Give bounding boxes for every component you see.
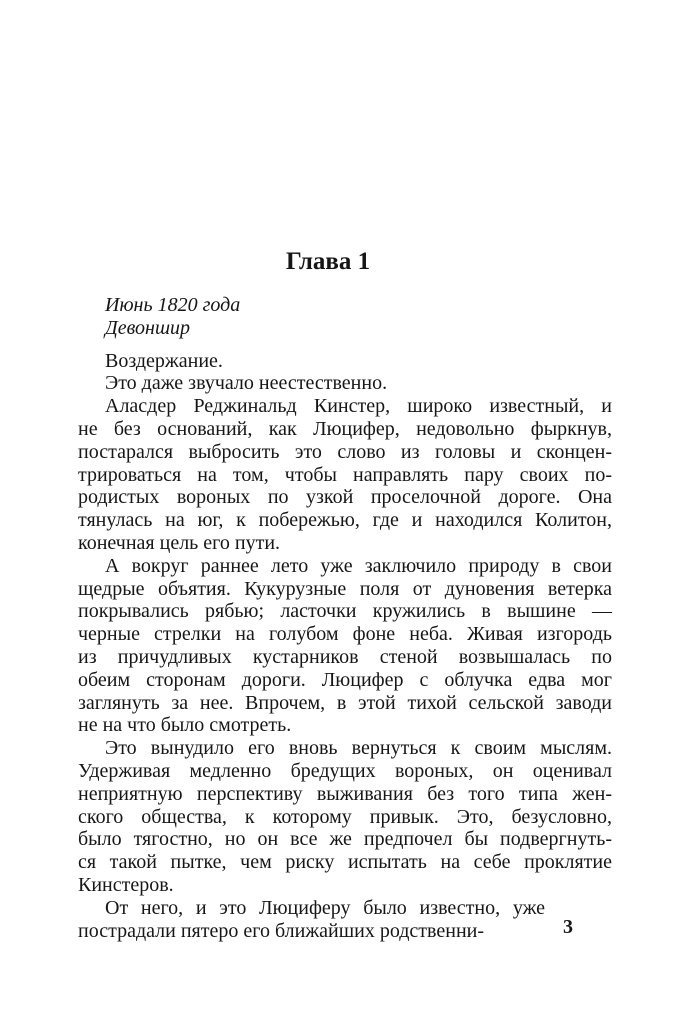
text-line: А вокруг раннее лето уже заключило природу в свои — [105, 554, 612, 577]
text-line: покрывались рябью; ласточки кружились в вышине — — [78, 600, 612, 623]
paragraph — [78, 737, 612, 897]
dateline-line: Июнь 1820 года — [105, 294, 241, 316]
text-line: пострадали пятеро его ближайших родственни- — [78, 919, 485, 942]
paragraph — [78, 897, 545, 943]
dateline-line: Девоншир — [105, 316, 191, 339]
body-text — [78, 350, 612, 943]
text-line: щедрые объятия. Кукурузные поля от дуновения ветерка — [78, 577, 612, 600]
chapter-title: Глава 1 — [285, 248, 371, 275]
text-line: не без оснований, как Люцифер, недовольно фыркнув, — [78, 417, 612, 440]
paragraph — [78, 350, 612, 373]
text-line: Воздержание. — [105, 349, 223, 372]
text-line: Аласдер Реджинальд Кинстер, широко известный, и — [105, 395, 612, 418]
text-line: из причудливых кустарников стеной возвышалась по — [78, 645, 612, 668]
text-line: не на что было смотреть. — [78, 714, 292, 737]
text-line: ского общества, к которому привык. Это, безусловно, — [78, 805, 612, 828]
text-line: Удерживая медленно бредущих вороных, он оценивал — [78, 759, 612, 782]
page-content — [78, 247, 612, 942]
text-line: конечная цель его пути. — [78, 531, 281, 554]
text-line: заглянуть за нее. Впрочем, в этой тихой сельской заводи — [78, 691, 612, 714]
text-line: трироваться на том, чтобы направлять пару своих по- — [78, 463, 612, 486]
paragraph — [78, 395, 612, 555]
paragraph — [78, 372, 612, 395]
page-number: 3 — [563, 916, 573, 938]
text-line: Кинстеров. — [78, 873, 174, 896]
text-line: черные стрелки на голубом фоне неба. Живая изгородь — [78, 623, 612, 646]
text-line: родистых вороных по узкой проселочной дороге. Она — [78, 486, 612, 509]
text-line: Это даже звучало неестественно. — [105, 372, 388, 395]
text-line: постарался выбросить это слово из головы и сконцен- — [78, 440, 612, 463]
text-line: Это вынудило его вновь вернуться к своим мыслям. — [105, 737, 612, 760]
text-line: неприятную перспективу выживания без того типа жен- — [78, 782, 612, 805]
text-line: тянулась на юг, к побережью, где и находился Колитон, — [78, 509, 612, 532]
text-line: От него, и это Люциферу было известно, уже — [105, 896, 545, 919]
paragraph — [78, 555, 612, 737]
dateline — [78, 294, 612, 340]
text-line: ся такой пытке, чем риску испытать на себе проклятие — [78, 851, 612, 874]
text-line: было тягостно, но он все же предпочел бы подвергнуть- — [78, 828, 612, 851]
text-line: обеим сторонам дороги. Люцифер с облучка едва мог — [78, 668, 612, 691]
